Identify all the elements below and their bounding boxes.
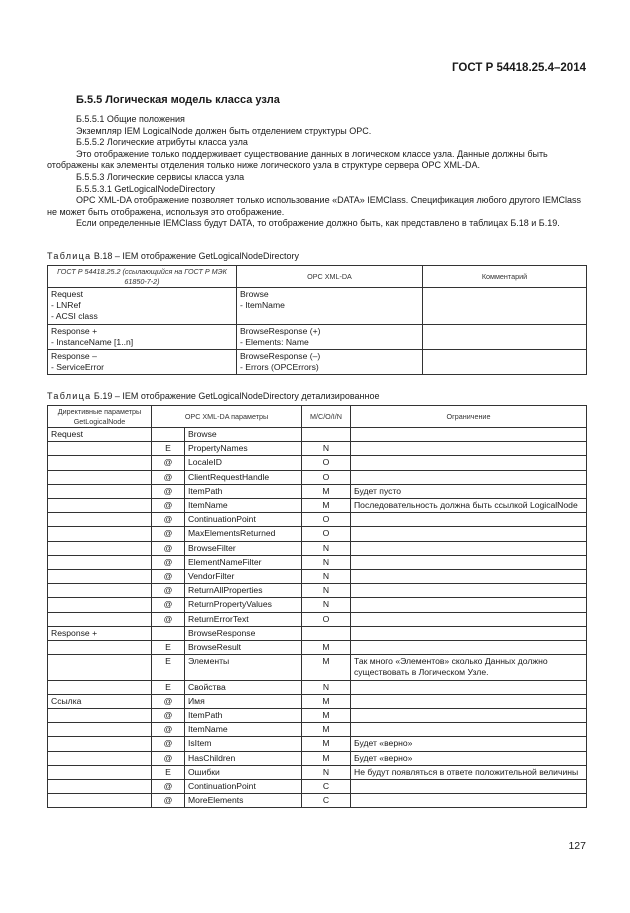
cell-line: - ServiceError (51, 362, 105, 373)
paragraph: Б.5.5.3.1 GetLogicalNodeDirectory (76, 183, 215, 194)
table-cell (48, 324, 237, 349)
table-cell (351, 694, 587, 708)
table-cell: E (152, 641, 185, 655)
table-cell: ContinuationPoint (185, 780, 302, 794)
table-row (48, 499, 587, 513)
table-cell (48, 288, 237, 325)
table-row (48, 350, 587, 375)
cell-line: Response + (51, 325, 98, 336)
table-cell: M (302, 499, 351, 513)
table-cell: BrowseResponse (185, 626, 302, 640)
table-cell: Будет «верно» (351, 751, 587, 765)
table-cell (48, 541, 152, 555)
table-cell: MaxElementsReturned (185, 527, 302, 541)
table-cell (423, 288, 587, 325)
table-cell (48, 456, 152, 470)
cell-line: Browse (240, 289, 269, 299)
table-row (48, 470, 587, 484)
table-cell: BrowseFilter (185, 541, 302, 555)
table-cell (48, 737, 152, 751)
table-cell (351, 527, 587, 541)
paragraph: Если определенные IEMClass будут DATA, то отображение должно быть, как представлено в таблицах Б.18 и Б.19. (76, 218, 560, 229)
table-cell (237, 324, 423, 349)
table-cell: O (302, 456, 351, 470)
table-cell (351, 598, 587, 612)
table-cell: ItemPath (185, 484, 302, 498)
table-cell: Response + (48, 626, 152, 640)
table-cell: @ (152, 584, 185, 598)
cell-line: - InstanceName [1..n] (51, 336, 134, 347)
cell-line: BrowseResponse (+) (240, 325, 321, 336)
table-row (48, 751, 587, 765)
table-cell: N (302, 598, 351, 612)
paragraph: Б.5.5.1 Общие положения (76, 114, 185, 124)
table-b19 (47, 405, 587, 808)
table-cell: M (302, 737, 351, 751)
table-cell (423, 350, 587, 375)
table-cell (351, 456, 587, 470)
table-row (48, 513, 587, 527)
table-cell: @ (152, 513, 185, 527)
table-row (48, 527, 587, 541)
table-cell (351, 428, 587, 442)
table-cell: M (302, 751, 351, 765)
column-header: Комментарий (423, 266, 587, 288)
table-cell: @ (152, 709, 185, 723)
table-row (48, 709, 587, 723)
table-row (48, 324, 587, 349)
table-cell (351, 612, 587, 626)
table-cell: E (152, 442, 185, 456)
column-header: OPC XML-DA (237, 266, 423, 288)
table-cell: ItemPath (185, 709, 302, 723)
table-row (48, 737, 587, 751)
table-cell: ReturnPropertyValues (185, 598, 302, 612)
table-cell (302, 428, 351, 442)
table-cell (351, 680, 587, 694)
document-header: ГОСТ Р 54418.25.4–2014 (452, 62, 586, 74)
table-row (48, 655, 587, 680)
table-cell: Browse (185, 428, 302, 442)
table-cell: Свойства (185, 680, 302, 694)
paragraph: Это отображение только поддерживает существование данных в логическом классе узла. Данные должны быть отображены как элементы отделения только ниже логического узла в структуре сервера OPC XML-DA. (47, 148, 548, 171)
table-cell (48, 723, 152, 737)
table-row (48, 456, 587, 470)
table-row (48, 555, 587, 569)
table-cell (302, 626, 351, 640)
cell-line: - LNRef (51, 300, 81, 311)
table-cell: IsItem (185, 737, 302, 751)
table-cell (351, 709, 587, 723)
table-cell: Имя (185, 694, 302, 708)
cell-line: - ACSI class (51, 311, 98, 322)
table-cell: @ (152, 694, 185, 708)
table-cell: VendorFilter (185, 570, 302, 584)
table-cell (48, 641, 152, 655)
table-row (48, 570, 587, 584)
table-cell: O (302, 513, 351, 527)
table-body (48, 428, 587, 808)
table-cell: O (302, 470, 351, 484)
table-cell (423, 324, 587, 349)
table-cell: Ссылка (48, 694, 152, 708)
table-row (48, 694, 587, 708)
column-header: Директивные параметры GetLogicalNode (48, 406, 152, 428)
table-cell: C (302, 794, 351, 808)
table-cell: ContinuationPoint (185, 513, 302, 527)
table-cell (351, 570, 587, 584)
table-cell (351, 780, 587, 794)
table-cell (351, 442, 587, 456)
table-cell: Элементы (185, 655, 302, 680)
body-text (47, 114, 587, 230)
table-cell: E (152, 765, 185, 779)
table-cell (48, 680, 152, 694)
cell-line: Request (51, 289, 84, 299)
section-title: Б.5.5 Логическая модель класса узла (76, 94, 280, 106)
paragraph: Экземпляр IEM LogicalNode должен быть отделением структуры OPC. (76, 125, 372, 136)
cell-line: - Elements: Name (240, 336, 309, 347)
table-cell: O (302, 527, 351, 541)
table-cell (48, 780, 152, 794)
table-cell (48, 527, 152, 541)
table18-caption (47, 251, 299, 261)
table-row (48, 780, 587, 794)
table-cell: Будет «верно» (351, 737, 587, 751)
table-row (48, 641, 587, 655)
table-row (48, 626, 587, 640)
table19-caption (47, 391, 379, 401)
table-cell (48, 513, 152, 527)
table-cell: M (302, 484, 351, 498)
table-cell: Request (48, 428, 152, 442)
table-cell: ReturnAllProperties (185, 584, 302, 598)
table-cell: @ (152, 612, 185, 626)
table-row (48, 723, 587, 737)
table-cell: MoreElements (185, 794, 302, 808)
caption-prefix: Таблица (47, 391, 92, 401)
table-cell (48, 655, 152, 680)
table-cell: Не будут появляться в ответе положительной величины (351, 765, 587, 779)
table-cell: N (302, 680, 351, 694)
table-cell (351, 513, 587, 527)
table-cell: N (302, 442, 351, 456)
table-cell: ItemName (185, 723, 302, 737)
table-cell (48, 499, 152, 513)
table-cell: N (302, 765, 351, 779)
table-cell: @ (152, 780, 185, 794)
table-cell: @ (152, 499, 185, 513)
table-cell: M (302, 723, 351, 737)
table-cell: HasChildren (185, 751, 302, 765)
table-row (48, 288, 587, 325)
table-cell (48, 612, 152, 626)
table-cell: ClientRequestHandle (185, 470, 302, 484)
table-cell: @ (152, 570, 185, 584)
table-cell (351, 794, 587, 808)
table-cell (48, 709, 152, 723)
table-cell (48, 350, 237, 375)
table-row (48, 598, 587, 612)
paragraph: Б.5.5.3 Логические сервисы класса узла (76, 171, 245, 182)
table-cell: M (302, 694, 351, 708)
table-row (48, 584, 587, 598)
table-cell (351, 584, 587, 598)
table-cell: N (302, 541, 351, 555)
table-row (48, 541, 587, 555)
table-row (48, 765, 587, 779)
table-cell (48, 484, 152, 498)
table-row (48, 428, 587, 442)
cell-line: - ItemName (240, 300, 285, 311)
table-cell: @ (152, 484, 185, 498)
table-cell (48, 570, 152, 584)
table-cell (48, 751, 152, 765)
table-cell: Ошибки (185, 765, 302, 779)
table-cell (237, 288, 423, 325)
table-cell: Будет пусто (351, 484, 587, 498)
column-header: Ограничение (351, 406, 587, 428)
table-cell (48, 765, 152, 779)
caption-prefix: Таблица (47, 251, 92, 261)
table-cell: Так много «Элементов» сколько Данных должно существовать в Логическом Узле. (351, 655, 587, 680)
table-cell (351, 626, 587, 640)
table-cell: @ (152, 456, 185, 470)
table-cell (351, 723, 587, 737)
table-cell: N (302, 570, 351, 584)
table-cell: M (302, 709, 351, 723)
table-cell (351, 555, 587, 569)
table-cell: N (302, 584, 351, 598)
column-header: OPC XML-DA параметры (152, 406, 302, 428)
table-cell (152, 626, 185, 640)
table-cell: @ (152, 751, 185, 765)
table-row (48, 794, 587, 808)
table-cell: O (302, 612, 351, 626)
table-cell: PropertyNames (185, 442, 302, 456)
table-header-row (48, 266, 587, 288)
table-cell: C (302, 780, 351, 794)
table-b18 (47, 265, 587, 375)
cell-line: - Errors (OPCErrors) (240, 362, 319, 373)
table-cell: M (302, 655, 351, 680)
table-cell (48, 584, 152, 598)
table-cell (48, 555, 152, 569)
caption-text: Б.19 – IEM отображение GetLogicalNodeDirectory детализированное (93, 391, 380, 401)
table-cell: ItemName (185, 499, 302, 513)
cell-line: Response – (51, 351, 97, 362)
table-row (48, 484, 587, 498)
table-cell (152, 428, 185, 442)
table-cell: Последовательность должна быть ссылкой LogicalNode (351, 499, 587, 513)
table-cell: N (302, 555, 351, 569)
table-cell: E (152, 680, 185, 694)
table-cell: @ (152, 794, 185, 808)
table-cell (351, 641, 587, 655)
table-cell (48, 598, 152, 612)
table-cell (351, 470, 587, 484)
table-cell: @ (152, 527, 185, 541)
table-cell: ReturnErrorText (185, 612, 302, 626)
table-cell: ElementNameFilter (185, 555, 302, 569)
table-cell (237, 350, 423, 375)
paragraph: OPC XML-DA отображение позволяет только использование «DATA» IEMClass. Спецификация любого другого IEMClass не может быть отображена, используя это отображение. (47, 195, 582, 217)
table-row (48, 442, 587, 456)
paragraph: Б.5.5.2 Логические атрибуты класса узла (76, 137, 248, 148)
table-row (48, 612, 587, 626)
table-cell: @ (152, 541, 185, 555)
table-cell (48, 470, 152, 484)
page-number: 127 (568, 840, 586, 852)
table-cell: @ (152, 723, 185, 737)
table-row (48, 680, 587, 694)
table-cell: M (302, 641, 351, 655)
table-cell (351, 541, 587, 555)
table-cell: BrowseResult (185, 641, 302, 655)
caption-text: В.18 – IEM отображение GetLogicalNodeDirectory (93, 251, 300, 261)
table-cell: E (152, 655, 185, 680)
cell-line: BrowseResponse (–) (240, 351, 321, 362)
column-header: ГОСТ Р 54418.25.2 (ссылающийся на ГОСТ Р МЭК 61850-7-2) (48, 266, 237, 288)
table-header-row (48, 406, 587, 428)
table-cell (48, 442, 152, 456)
column-header: M/C/O/I/N (302, 406, 351, 428)
table-cell: @ (152, 555, 185, 569)
table-cell: LocaleID (185, 456, 302, 470)
table-cell (48, 794, 152, 808)
table-cell: @ (152, 470, 185, 484)
table-cell: @ (152, 598, 185, 612)
table-cell: @ (152, 737, 185, 751)
